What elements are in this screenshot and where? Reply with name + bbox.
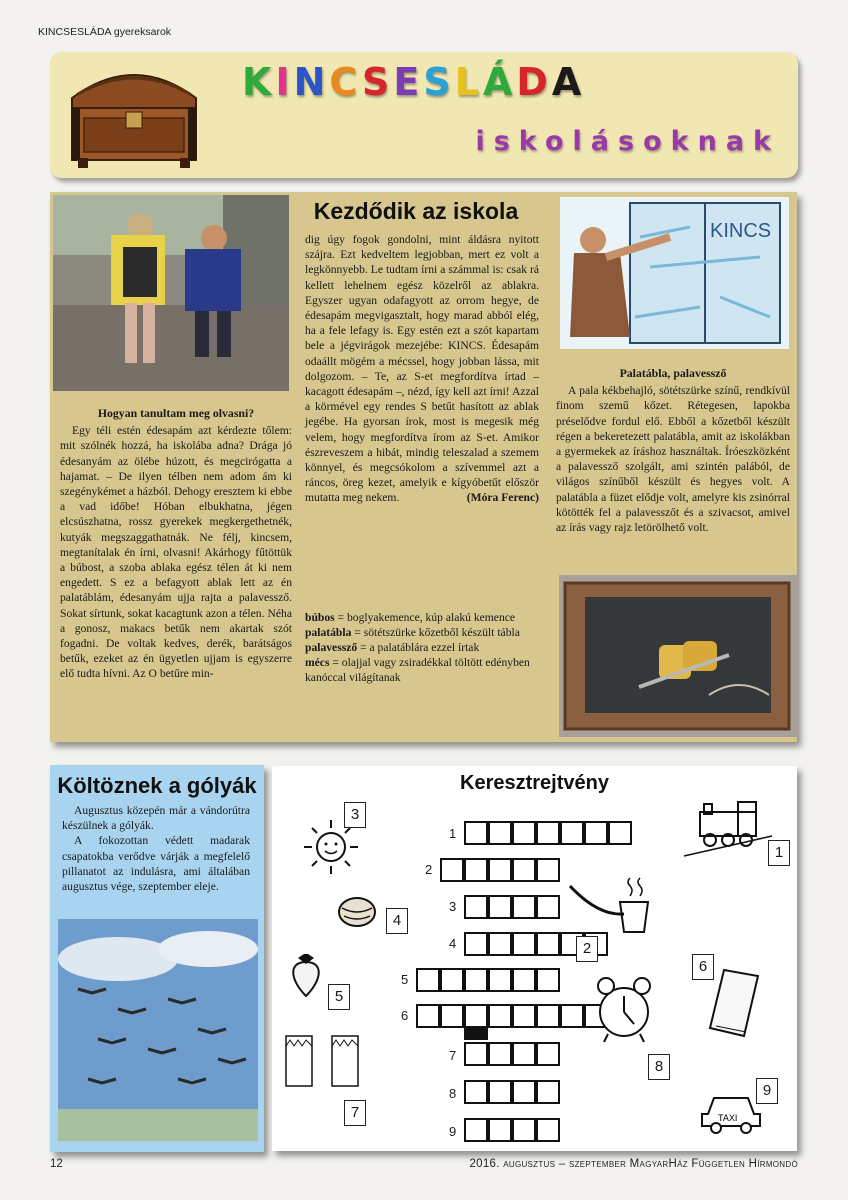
row-number: 1 — [449, 826, 457, 841]
title-letter: I — [275, 60, 294, 104]
picture-number: 9 — [756, 1078, 778, 1104]
jars-icon — [282, 1032, 368, 1090]
crossword-cell[interactable] — [488, 1118, 512, 1142]
picture-number: 6 — [692, 954, 714, 980]
glossary — [305, 610, 537, 685]
crossword-cell[interactable] — [584, 821, 608, 845]
row-number: 3 — [449, 899, 457, 914]
crossword-cell[interactable] — [488, 821, 512, 845]
crossword-cell[interactable] — [512, 1080, 536, 1104]
pipe-icon — [568, 876, 658, 936]
banner — [50, 52, 798, 178]
crossword-cell[interactable] — [512, 968, 536, 992]
children-photo — [53, 195, 289, 391]
storks-photo — [58, 919, 258, 1141]
banner-title — [242, 60, 642, 104]
crossword-cell[interactable] — [536, 1004, 560, 1028]
slate-board-photo — [559, 575, 797, 737]
crossword-title: Keresztrejtvény — [460, 772, 609, 794]
crossword-cell[interactable] — [464, 932, 488, 956]
crossword-panel — [272, 766, 797, 1151]
article-text: Egy téli estén édesapám azt kérdezte tőlem: mit szólnék hozzá, ha iskolába adna? Drága jó édesanyám az ölébe húzott, és megcirógatta a hajamat. – De ilyen télben nem adom ám ki szegénykémet a házból. Dehogy eresztem ki ebbe a vad időbe! Hóban elbukhatna, jégen elcsúszhatna, rossz gyerekek megkergethetnék, kutyák megszaggathatnák. Ne félj, kincsem, megtanítalak én írni, olvasni! Akárhogy fűtöttük a búbost, a szoba ablaka egész télen át ki nem engedett. S ez a befagyott ablak lett az én palatáblám, édesanyám ujja rajta a palavessző. Sokat sírtunk, sokat kacagtunk azon a télen. Néha a gonosz, makacs betűk nem akartak szót fogadni. De voltak kedves, derék, barátságos betűk, ezeket az én ügyetlen ujjam is egyszerre elő tudta hívni. Az O betűre min- — [60, 424, 292, 681]
title-letter: S — [362, 60, 394, 104]
row-number: 2 — [425, 862, 433, 877]
crossword-cell[interactable] — [488, 1042, 512, 1066]
article-column-2 — [305, 232, 539, 506]
article-panel — [50, 192, 797, 742]
row-number: 8 — [449, 1086, 457, 1101]
crossword-cell[interactable] — [512, 858, 536, 882]
row-number: 6 — [401, 1008, 409, 1023]
storks-paragraph: A fokozottan védett madarak csapatokba verődve várják a megfelelő pillanatot az indulásra, ami általában augusztus vége, szeptember eleje. — [62, 834, 250, 894]
crossword-cell[interactable] — [608, 821, 632, 845]
title-letter: D — [516, 60, 552, 104]
storks-text — [50, 799, 264, 894]
running-head: KINCSESLÁDA gyereksarok — [38, 26, 172, 38]
crossword-cell[interactable] — [464, 858, 488, 882]
picture-number: 1 — [768, 840, 790, 866]
storks-title: Költöznek a gólyák — [57, 773, 257, 798]
article-text: dig úgy fogok gondolni, mint áldásra nyitott szájra. Ezt kedveltem legjobban, mert ez volt a legkönnyebb. Le tudtam írni a számmal is: csak rá kellett lehelnem egész közelről az ablakra. Egyszer ugyan odafagyott az orrom hegye, de édesapám megvigasztalt, hogy marad abból elég, ha a fele lefagy is. Egy estén ezt a szót kapartam bele a jégvirágok mezejébe: KINCS. Édesapám odaállt mögém a mécssel, hogy jobban lássa, mit dolgozom. – Te, az S-et megfordítva írtad – kacagott édesapám –, nézd, így kell azt írni! Azzal a körmével egy rendes S betűt hasított az ablak jegébe. Ha gyorsan írok, most is megesik még velem, hogy megfordítva írom az S-et. Amikor észreveszem a hibát, mindig teleszalad a szemem könnyel, és megcsókolom a szívemmel azt a ráncos, öreg kezet, amelyik e kígyóbetűt először mutatta meg nekem. — [305, 233, 539, 505]
crossword-cell[interactable] — [440, 858, 464, 882]
article-text: A pala kékbehajló, sötétszürke színű, rendkívül finom szemű kőzet. Rétegesen, lapokba préselődve fordul elő. Ebből a kőzetből készült régen a bekeretezett palatábla, amit az iskolákban a gyermekek az íráshoz használtak. Íróeszközként a palavessző szolgált, ami szintén palából, de világos színűből készült és hegyes volt. A palatábla a füzet elődje volt, amelyre kis zsinórral kötötték fel a palavesszőt és a szivacsot, amivel az írás vagy rajz letörölhető volt. — [556, 384, 790, 535]
crossword-cell[interactable] — [440, 1004, 464, 1028]
banner-subtitle: iskolásoknak — [475, 126, 780, 157]
crossword-cell[interactable] — [536, 895, 560, 919]
crossword-cell[interactable] — [464, 1042, 488, 1066]
crossword-cell[interactable] — [512, 1042, 536, 1066]
picture-number: 5 — [328, 984, 350, 1010]
article-column-1 — [60, 406, 292, 682]
title-letter: A — [551, 60, 586, 104]
crossword-cell[interactable] — [488, 968, 512, 992]
crossword-cell[interactable] — [488, 1004, 512, 1028]
crossword-cell[interactable] — [488, 858, 512, 882]
crossword-cell[interactable] — [488, 932, 512, 956]
picture-number: 2 — [576, 936, 598, 962]
walnut-icon — [336, 894, 378, 930]
strawberry-icon — [286, 950, 326, 998]
alarm-clock-icon — [592, 972, 656, 1044]
page-number: 12 — [50, 1158, 63, 1170]
crossword-cell[interactable] — [536, 968, 560, 992]
title-letter: C — [329, 60, 362, 104]
crossword-cell[interactable] — [512, 821, 536, 845]
crossword-cell[interactable] — [440, 968, 464, 992]
column-heading: Hogyan tanultam meg olvasni? — [97, 406, 255, 420]
picture-number: 4 — [386, 908, 408, 934]
crossword-cell[interactable] — [536, 1042, 560, 1066]
glossary-item: palatábla = sötétszürke kőzetből készült tábla — [305, 626, 520, 639]
picture-number: 3 — [344, 802, 366, 828]
crossword-cell[interactable] — [416, 968, 440, 992]
crossword-cell[interactable] — [512, 895, 536, 919]
crossword-cell[interactable] — [464, 1118, 488, 1142]
title-letter: S — [423, 60, 455, 104]
taxi-label: TAXI — [718, 1113, 738, 1123]
crossword-cell[interactable] — [536, 1118, 560, 1142]
crossword-cell[interactable] — [536, 821, 560, 845]
crossword-cell[interactable] — [464, 968, 488, 992]
crossword-cell[interactable] — [488, 1080, 512, 1104]
crossword-cell[interactable] — [464, 1080, 488, 1104]
column-heading: Palatábla, palavessző — [619, 366, 727, 380]
crossword-cell[interactable] — [560, 1004, 584, 1028]
taxi-icon — [698, 1086, 764, 1134]
window-kincs-text: KINCS — [710, 220, 772, 242]
window-drawing-image — [560, 197, 789, 349]
title-letter: E — [393, 60, 424, 104]
author-signature: (Móra Ferenc) — [466, 491, 539, 505]
glossary-item: palavessző = a palatáblára ezzel írtak — [305, 641, 480, 654]
row-number: 9 — [449, 1124, 457, 1139]
storks-panel — [50, 765, 264, 1152]
crossword-cell[interactable] — [512, 1118, 536, 1142]
train-icon — [680, 796, 776, 858]
crossword-cell[interactable] — [464, 895, 488, 919]
crossword-cell[interactable] — [464, 821, 488, 845]
crossword-cell[interactable] — [536, 932, 560, 956]
title-letter: N — [293, 60, 330, 104]
article-title: Kezdődik az iskola — [313, 198, 519, 224]
storks-paragraph: Augusztus közepén már a vándorútra készülnek a gólyák. — [62, 804, 250, 833]
crossword-cell[interactable] — [512, 932, 536, 956]
crossword-black-cell — [464, 1028, 488, 1040]
picture-number: 7 — [344, 1100, 366, 1126]
glossary-item: mécs = olajjal vagy zsiradékkal töltött edényben kanóccal világítanak — [305, 656, 530, 684]
crossword-cell[interactable] — [416, 1004, 440, 1028]
crossword-cell[interactable] — [536, 1080, 560, 1104]
row-number: 4 — [449, 936, 457, 951]
crossword-cell[interactable] — [488, 895, 512, 919]
title-letter: K — [242, 60, 276, 104]
treasure-chest-image — [64, 58, 204, 170]
crossword-cell[interactable] — [536, 858, 560, 882]
crossword-cell[interactable] — [512, 1004, 536, 1028]
row-number: 5 — [401, 972, 409, 987]
title-letter: L — [454, 60, 483, 104]
crossword-cell[interactable] — [464, 1004, 488, 1028]
crossword-cell[interactable] — [560, 821, 584, 845]
title-letter: Á — [482, 60, 517, 104]
row-number: 7 — [449, 1048, 457, 1063]
issue-line: 2016. augusztus – szeptember MagyarHáz Független Hírmondó — [469, 1158, 798, 1170]
picture-number: 8 — [648, 1054, 670, 1080]
book-icon — [706, 966, 762, 1040]
article-column-3 — [556, 366, 790, 535]
glossary-item: búbos = boglyakemence, kúp alakú kemence — [305, 611, 516, 624]
